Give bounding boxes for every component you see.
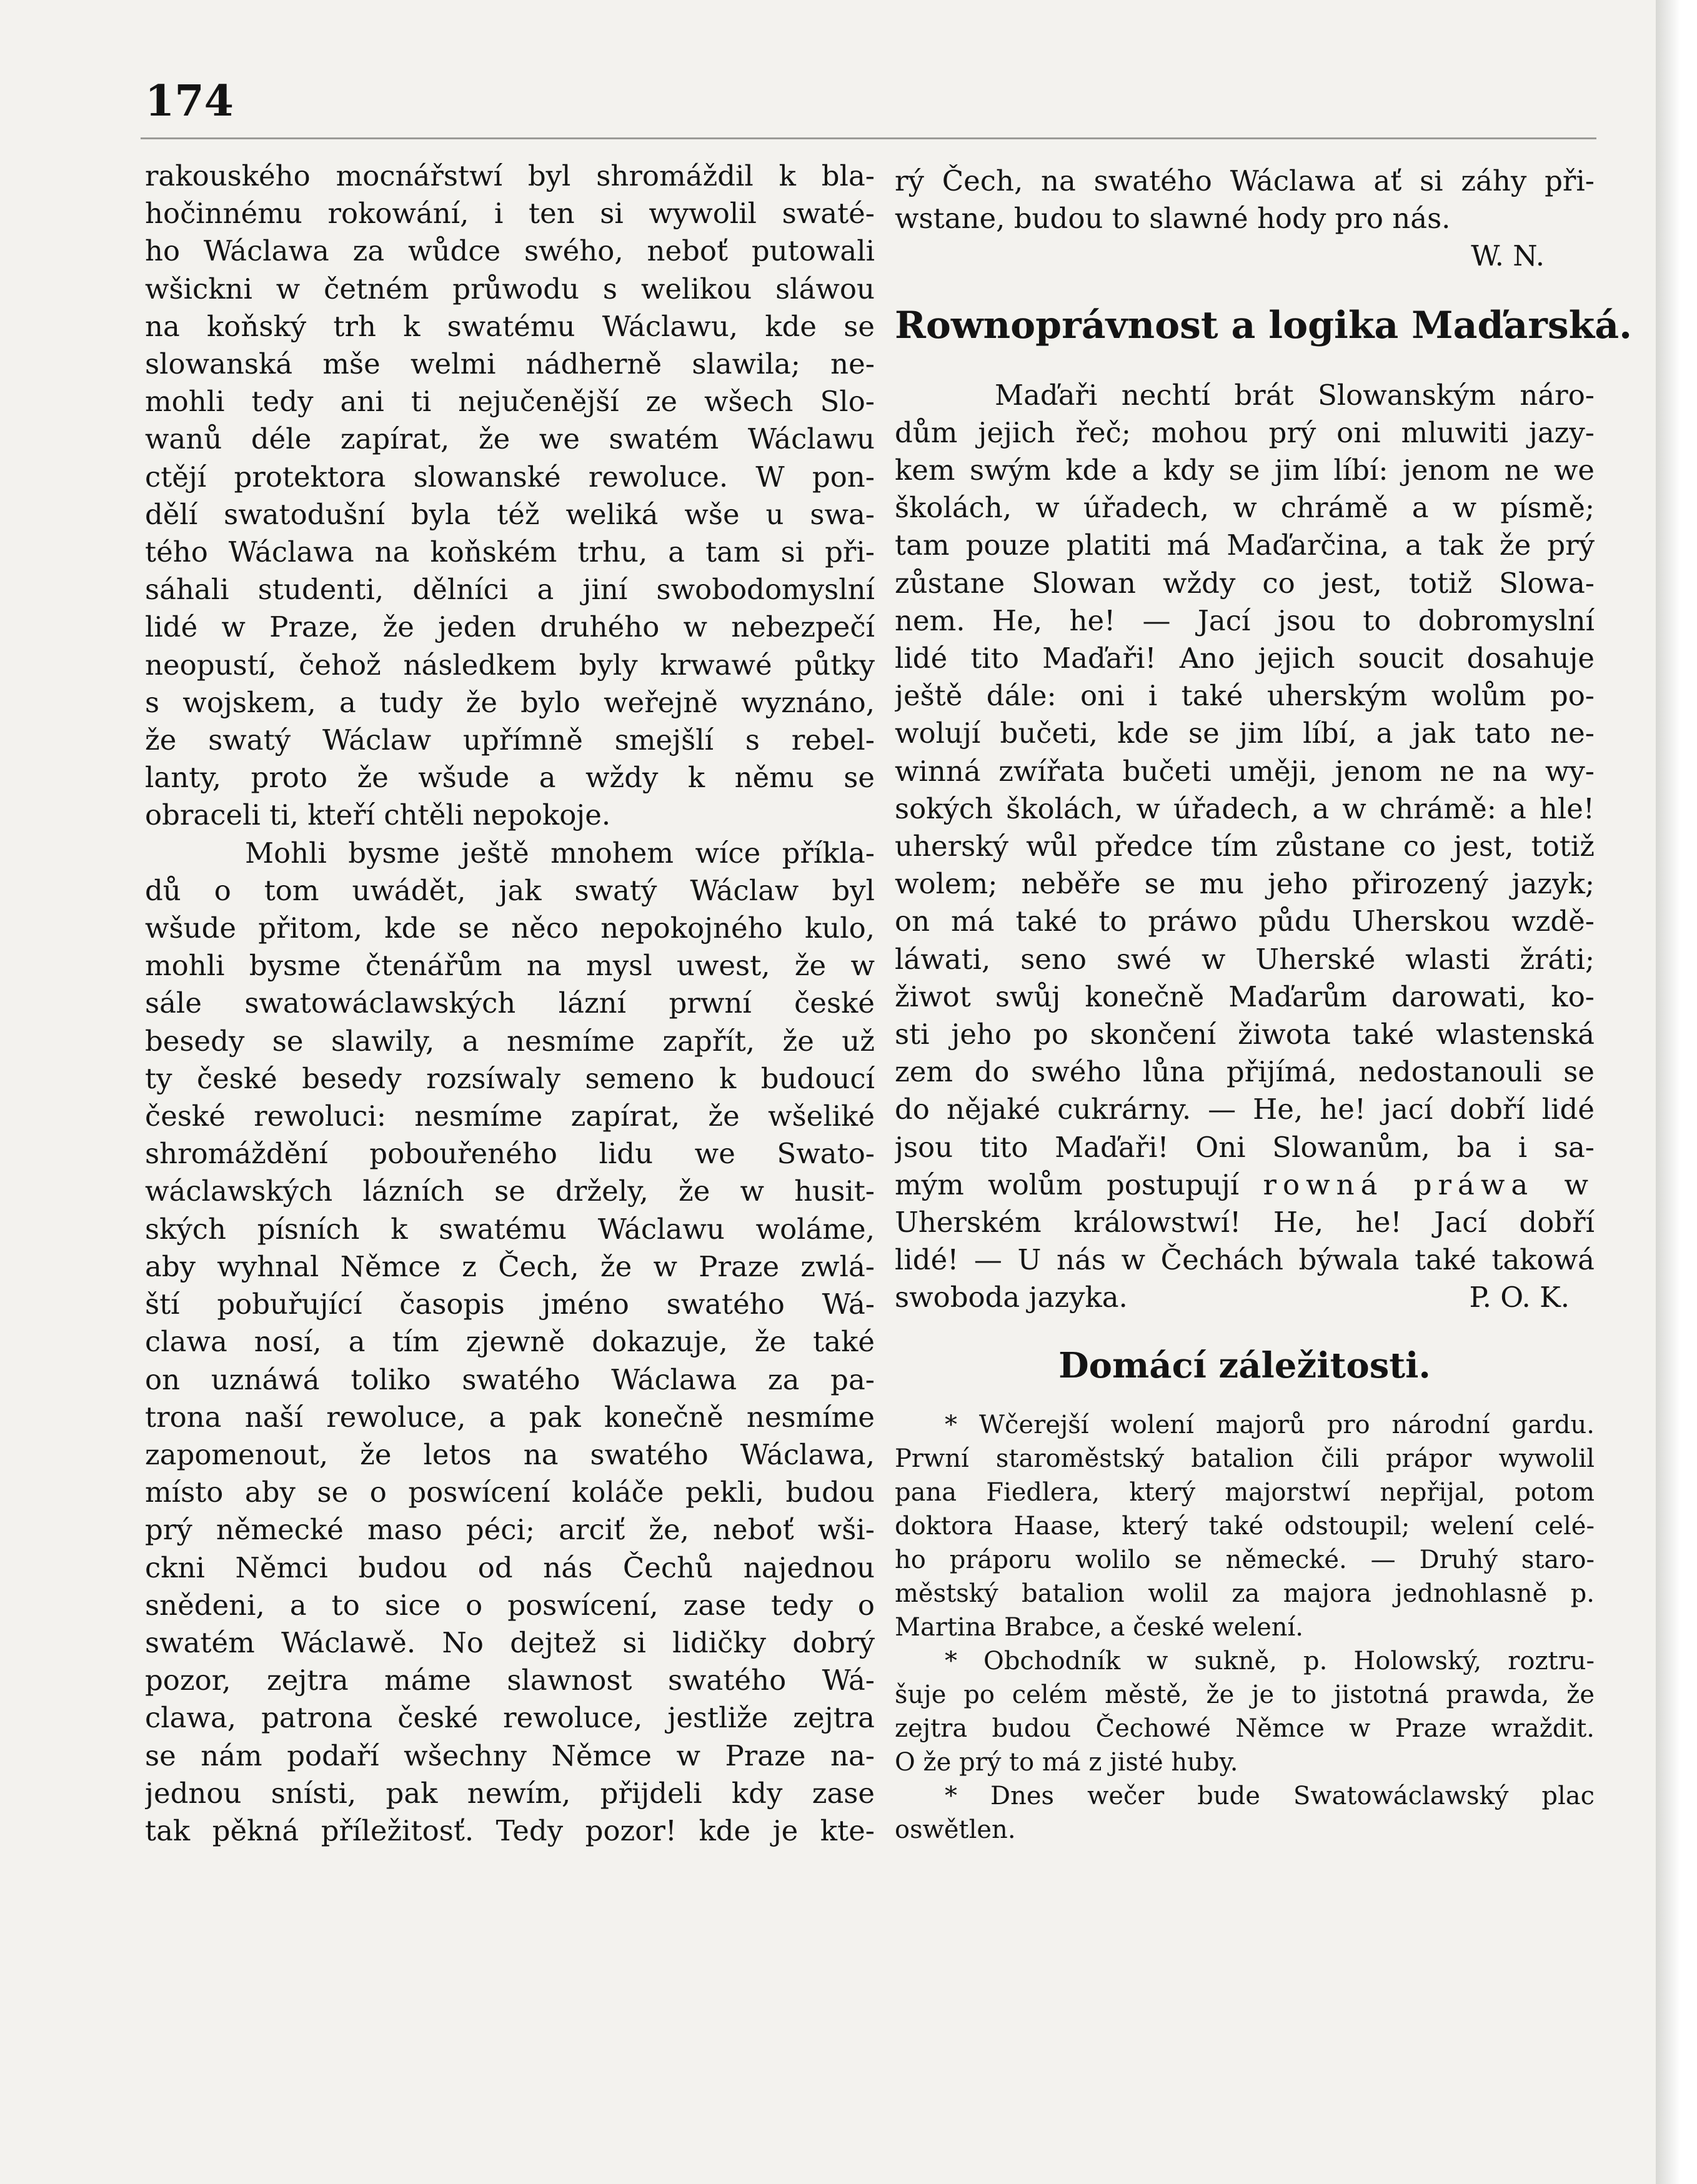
signature-wn: W. N. bbox=[1471, 239, 1545, 273]
text-line: že swatý Wáclaw upřímně smejšlí s rebel- bbox=[145, 723, 875, 757]
article-line: jsou tito Maďaři! Oni Slowanům, ba i sa- bbox=[895, 1130, 1595, 1164]
text-line: slowanská mše welmi nádherně slawila; ne- bbox=[145, 347, 875, 381]
text-line: obraceli ti, kteří chtěli nepokoje. bbox=[145, 798, 611, 832]
news-line: šuje po celém městě, že je to jistotná prawda, že bbox=[895, 1680, 1595, 1709]
text-line: wšude přitom, kde se něco nepokojného kulo, bbox=[145, 911, 875, 945]
article-line: uherský wůl předce tím zůstane co jest, totiž bbox=[895, 830, 1595, 863]
article-line: ještě dále: oni i také uherským wolům po- bbox=[895, 679, 1595, 713]
article-line: školách, w úřadech, w chrámě a w písmě; bbox=[895, 491, 1595, 525]
text-line: dů o tom uwádět, jak swatý Wáclaw byl bbox=[145, 873, 875, 907]
news-line: Prwní staroměstský batalion čili prápor wywolil bbox=[895, 1444, 1595, 1473]
text-line: lanty, proto že wšude a wždy k němu se bbox=[145, 761, 875, 795]
news-line: * Obchodník w sukně, p. Holowský, roztru- bbox=[945, 1646, 1595, 1675]
article-body bbox=[895, 377, 1595, 1166]
news-line: doktora Haase, který také odstoupil; welení celé- bbox=[895, 1511, 1595, 1541]
article-line: wolem; neběře se mu jeho přirozený jazyk; bbox=[895, 867, 1595, 901]
news-items bbox=[895, 1408, 1595, 1847]
article-line: tam pouze platiti má Maďarčina, a tak že prý bbox=[895, 529, 1595, 562]
article-line: mým wolům postupují rowná práwa w bbox=[895, 1168, 1595, 1201]
news-line: ho práporu wolilo se německé. — Druhý staro- bbox=[895, 1545, 1595, 1574]
text-line: lidé w Praze, že jeden druhého w nebezpečí bbox=[145, 610, 875, 644]
text-line: clawa nosí, a tím zjewně dokazuje, že také bbox=[145, 1325, 875, 1359]
news-line: Martina Brabce, a české welení. bbox=[895, 1612, 1304, 1642]
news-line: zejtra budou Čechowé Němce w Praze wraždit. bbox=[895, 1714, 1595, 1743]
text-line: aby wyhnal Němce z Čech, že w Praze zwlá- bbox=[145, 1249, 875, 1283]
news-line: * Dnes wečer bude Swatowáclawský plac bbox=[945, 1781, 1595, 1810]
text-line: ských písních k swatému Wáclawu woláme, bbox=[145, 1212, 875, 1246]
page-number: 174 bbox=[145, 76, 234, 126]
article-line: on má také to práwo půdu Uherskou wzdě- bbox=[895, 905, 1595, 938]
text-line: sále swatowáclawských lázní prwní české bbox=[145, 986, 875, 1020]
text-line: tého Wáclawa na koňském trhu, a tam si při- bbox=[145, 535, 875, 569]
article-body-end bbox=[895, 1204, 1595, 1279]
text-line: na koňský trh k swatému Wáclawu, kde se bbox=[145, 309, 875, 343]
text-line: české rewoluci: nesmíme zapírat, že wšeliké bbox=[145, 1099, 875, 1133]
section-title-local-affairs: Domácí záležitosti. bbox=[1058, 1344, 1431, 1386]
news-line: městský batalion wolil za majora jednohlasně p. bbox=[895, 1579, 1595, 1608]
page-edge bbox=[1656, 0, 1697, 2184]
article-line: wolují bučeti, kde se jim líbí, a jak tato ne- bbox=[895, 717, 1595, 750]
news-line: oswětlen. bbox=[895, 1815, 1016, 1844]
article-line: lidé! — U nás w Čechách býwala také takowá bbox=[895, 1243, 1595, 1277]
article-line: zem do swého lůna přijímá, nedostanouli se bbox=[895, 1055, 1595, 1089]
text-line: s wojskem, a tudy že bylo weřejně wyznáno, bbox=[145, 685, 875, 719]
signature-pok: P. O. K. bbox=[1469, 1281, 1570, 1314]
article-line: Maďaři nechtí brát Slowanským náro- bbox=[995, 378, 1595, 412]
text-line: rakouského mocnářstwí byl shromáždil k bla- bbox=[145, 159, 875, 192]
text-line: jednou snísti, pak newím, přijdeli kdy zase bbox=[145, 1776, 875, 1810]
text-line: ckni Němci budou od nás Čechů najednou bbox=[145, 1551, 875, 1584]
news-item bbox=[895, 1644, 1595, 1779]
text-line: Mohli bysme ještě mnohem wíce příkla- bbox=[245, 836, 875, 870]
text-line: wanů déle zapírat, že we swatém Wáclawu bbox=[145, 422, 875, 456]
header-rule bbox=[141, 137, 1596, 139]
text-line: rý Čech, na swatého Wáclawa ať si záhy při- bbox=[895, 164, 1595, 197]
text-line: besedy se slawily, a nesmíme zapřít, že už bbox=[145, 1024, 875, 1058]
article-line: žiwot swůj konečně Maďarům darowati, ko- bbox=[895, 980, 1595, 1013]
text-line: ho Wáclawa za wůdce swého, neboť putowali bbox=[145, 234, 875, 268]
article-line: sokých školách, w úřadech, a w chrámě: a hle! bbox=[895, 792, 1595, 825]
right-column bbox=[895, 162, 1633, 1847]
text-line: místo aby se o poswícení koláče pekli, budou bbox=[145, 1476, 875, 1509]
text-line: prý německé maso péci; arciť že, neboť wši- bbox=[145, 1513, 875, 1547]
article-line: nem. He, he! — Jací jsou to dobromyslní bbox=[895, 603, 1595, 637]
article-line: lidé tito Maďaři! Ano jejich soucit dosahuje bbox=[895, 642, 1595, 675]
text-line: swatém Wáclawě. No dejtež si lidičky dobrý bbox=[145, 1626, 875, 1659]
article-line: Uherském králowstwí! He, he! Jací dobří bbox=[895, 1206, 1595, 1239]
left-column bbox=[145, 157, 875, 1850]
text-line: dělí swatodušní byla též weliká wše u swa- bbox=[145, 497, 875, 531]
article-line: láwati, seno swé w Uherské wlasti žráti; bbox=[895, 942, 1595, 976]
text-line: trona naší rewoluce, a pak konečně nesmíme bbox=[145, 1400, 875, 1434]
news-line: O že prý to má z jisté huby. bbox=[895, 1747, 1238, 1777]
text-line: on uznáwá toliko swatého Wáclawa za pa- bbox=[145, 1363, 875, 1396]
news-line: pana Fiedlera, který majorstwí nepřijal, potom bbox=[895, 1477, 1595, 1507]
text-line: mohli tedy ani ti nejučenější ze wšech Slo- bbox=[145, 385, 875, 419]
continued-paragraph bbox=[895, 162, 1595, 237]
text-line: sáhali studenti, dělníci a jiní swobodomyslní bbox=[145, 573, 875, 607]
text-line: ty české besedy rozsíwaly semeno k budoucí bbox=[145, 1061, 875, 1095]
text-line: clawa, patrona české rewoluce, jestliže zejtra bbox=[145, 1701, 875, 1735]
text-line: ctějí protektora slowanské rewoluce. W pon- bbox=[145, 460, 875, 494]
text-line: wáclawských lázních se držely, že w husit- bbox=[145, 1174, 875, 1208]
text-line: pozor, zejtra máme slawnost swatého Wá- bbox=[145, 1664, 875, 1697]
news-line: * Wčerejší wolení majorů pro národní gardu. bbox=[945, 1410, 1595, 1439]
text-line: neopustí, čehož následkem byly krwawé půtky bbox=[145, 648, 875, 682]
article-line: do nějaké cukrárny. — He, he! jací dobří lidé bbox=[895, 1093, 1595, 1126]
paragraph-more-examples bbox=[145, 835, 875, 1850]
article-title: Rownoprávnost a logika Maďarská. bbox=[895, 303, 1633, 347]
article-line: kem swým kde a kdy se jim líbí: jenom ne we bbox=[895, 454, 1595, 487]
article-last-line: swoboda jazyka. P. O. K. bbox=[895, 1279, 1595, 1316]
text-line: tak pěkná příležitosť. Tedy pozor! kde je kte- bbox=[145, 1814, 875, 1847]
paragraph-saint-wenceslas bbox=[145, 157, 875, 835]
text-line: wšickni w četném průwodu s welikou sláwou bbox=[145, 272, 875, 305]
text-line: zapomenout, že letos na swatého Wáclawa, bbox=[145, 1437, 875, 1471]
text-line: wstane, budou to slawné hody pro nás. bbox=[895, 202, 1451, 236]
news-item bbox=[895, 1779, 1595, 1847]
text-line: snědeni, a to sice o poswícení, zase tedy o bbox=[145, 1588, 875, 1622]
news-item bbox=[895, 1408, 1595, 1644]
article-line: zůstane Slowan wždy co jest, totiž Slowa- bbox=[895, 566, 1595, 600]
text-line: shromáždění pobouřeného lidu we Swato- bbox=[145, 1137, 875, 1171]
text-line: mohli bysme čtenářům na mysl uwest, že w bbox=[145, 949, 875, 983]
article-line: sti jeho po skončení žiwota také wlastenská bbox=[895, 1018, 1595, 1051]
text-line: se nám podaří wšechny Němce w Praze na- bbox=[145, 1739, 875, 1772]
article-line: winná zwířata bučeti uměji, jenom ne na wy- bbox=[895, 754, 1595, 788]
text-line: hočinnému rokowání, i ten si wywolil swaté- bbox=[145, 197, 875, 231]
text-line: ští pobuřující časopis jméno swatého Wá- bbox=[145, 1288, 875, 1321]
article-line: dům jejich řeč; mohou prý oni mluwiti jazy- bbox=[895, 415, 1595, 449]
